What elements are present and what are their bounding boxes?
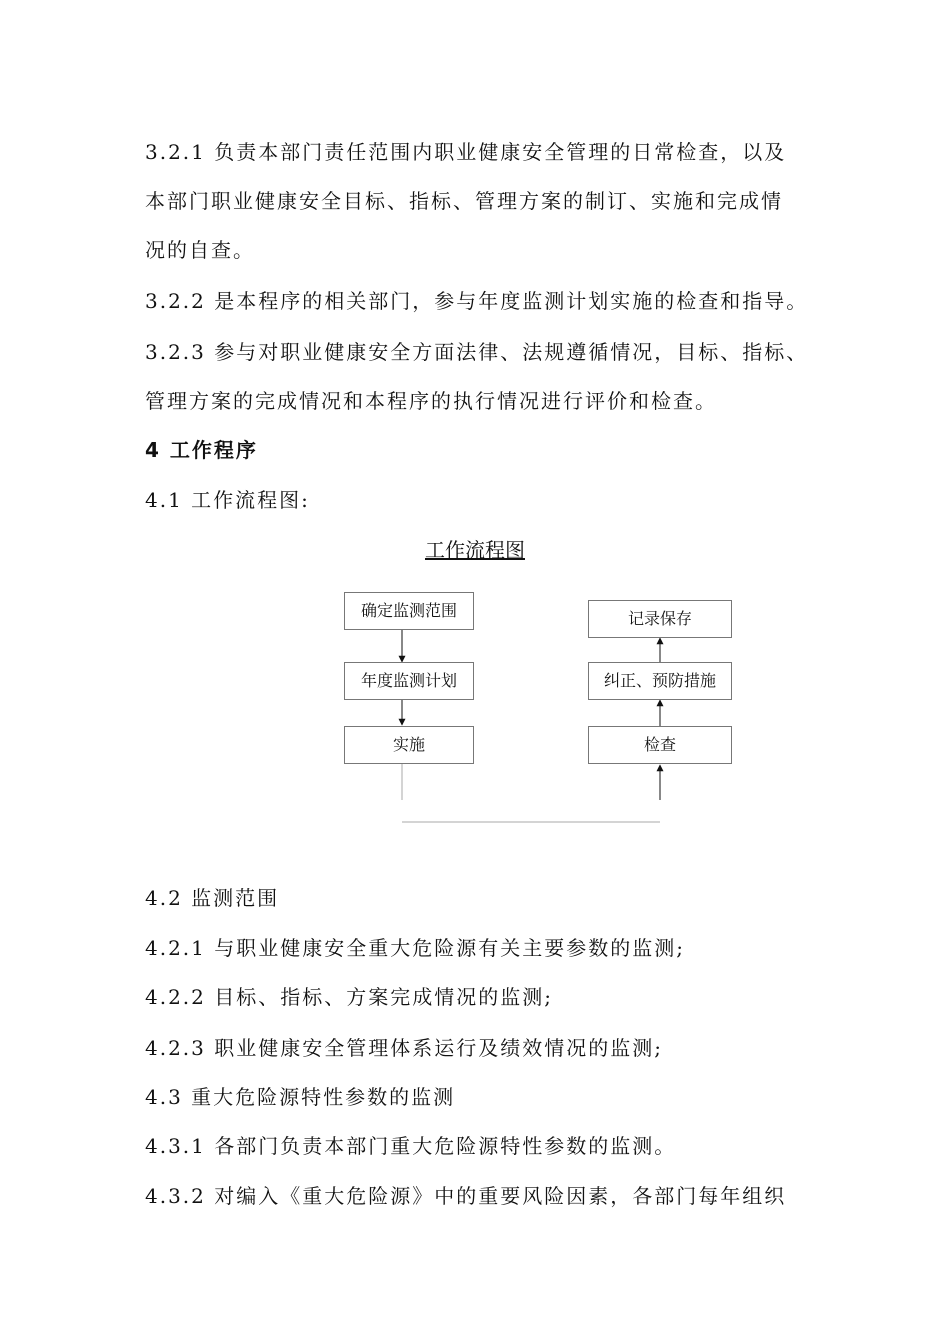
paragraph-line: 本部门职业健康安全目标、指标、管理方案的制订、实施和完成情 [145, 189, 783, 213]
flow-box-corrective: 纠正、预防措施 [588, 662, 732, 700]
paragraph-line: 4.2.1 与职业健康安全重大危险源有关主要参数的监测; [145, 936, 685, 960]
flow-box-plan: 年度监测计划 [344, 662, 474, 700]
paragraph-line: 况的自查。 [145, 238, 255, 262]
flowchart-title: 工作流程图 [425, 538, 525, 562]
flow-box-record: 记录保存 [588, 600, 732, 638]
paragraph-line: 3.2.1 负责本部门责任范围内职业健康安全管理的日常检查，以及 [145, 140, 787, 164]
section-heading: 4 工作程序 [145, 438, 258, 462]
paragraph-line: 4.3 重大危险源特性参数的监测 [145, 1085, 456, 1109]
paragraph-line: 管理方案的完成情况和本程序的执行情况进行评价和检查。 [145, 389, 717, 413]
paragraph-line: 4.3.1 各部门负责本部门重大危险源特性参数的监测。 [145, 1134, 677, 1158]
flow-box-implement: 实施 [344, 726, 474, 764]
paragraph-line: 3.2.2 是本程序的相关部门，参与年度监测计划实施的检查和指导。 [145, 289, 809, 313]
subsection-heading: 4.1 工作流程图: [145, 488, 310, 512]
paragraph-line: 4.2.2 目标、指标、方案完成情况的监测; [145, 985, 553, 1009]
flow-box-scope: 确定监测范围 [344, 592, 474, 630]
paragraph-line: 3.2.3 参与对职业健康安全方面法律、法规遵循情况，目标、指标、 [145, 340, 809, 364]
flow-box-check: 检查 [588, 726, 732, 764]
paragraph-line: 4.2.3 职业健康安全管理体系运行及绩效情况的监测; [145, 1036, 663, 1060]
paragraph-line: 4.3.2 对编入《重大危险源》中的重要风险因素，各部门每年组织 [145, 1184, 787, 1208]
paragraph-line: 4.2 监测范围 [145, 886, 280, 910]
